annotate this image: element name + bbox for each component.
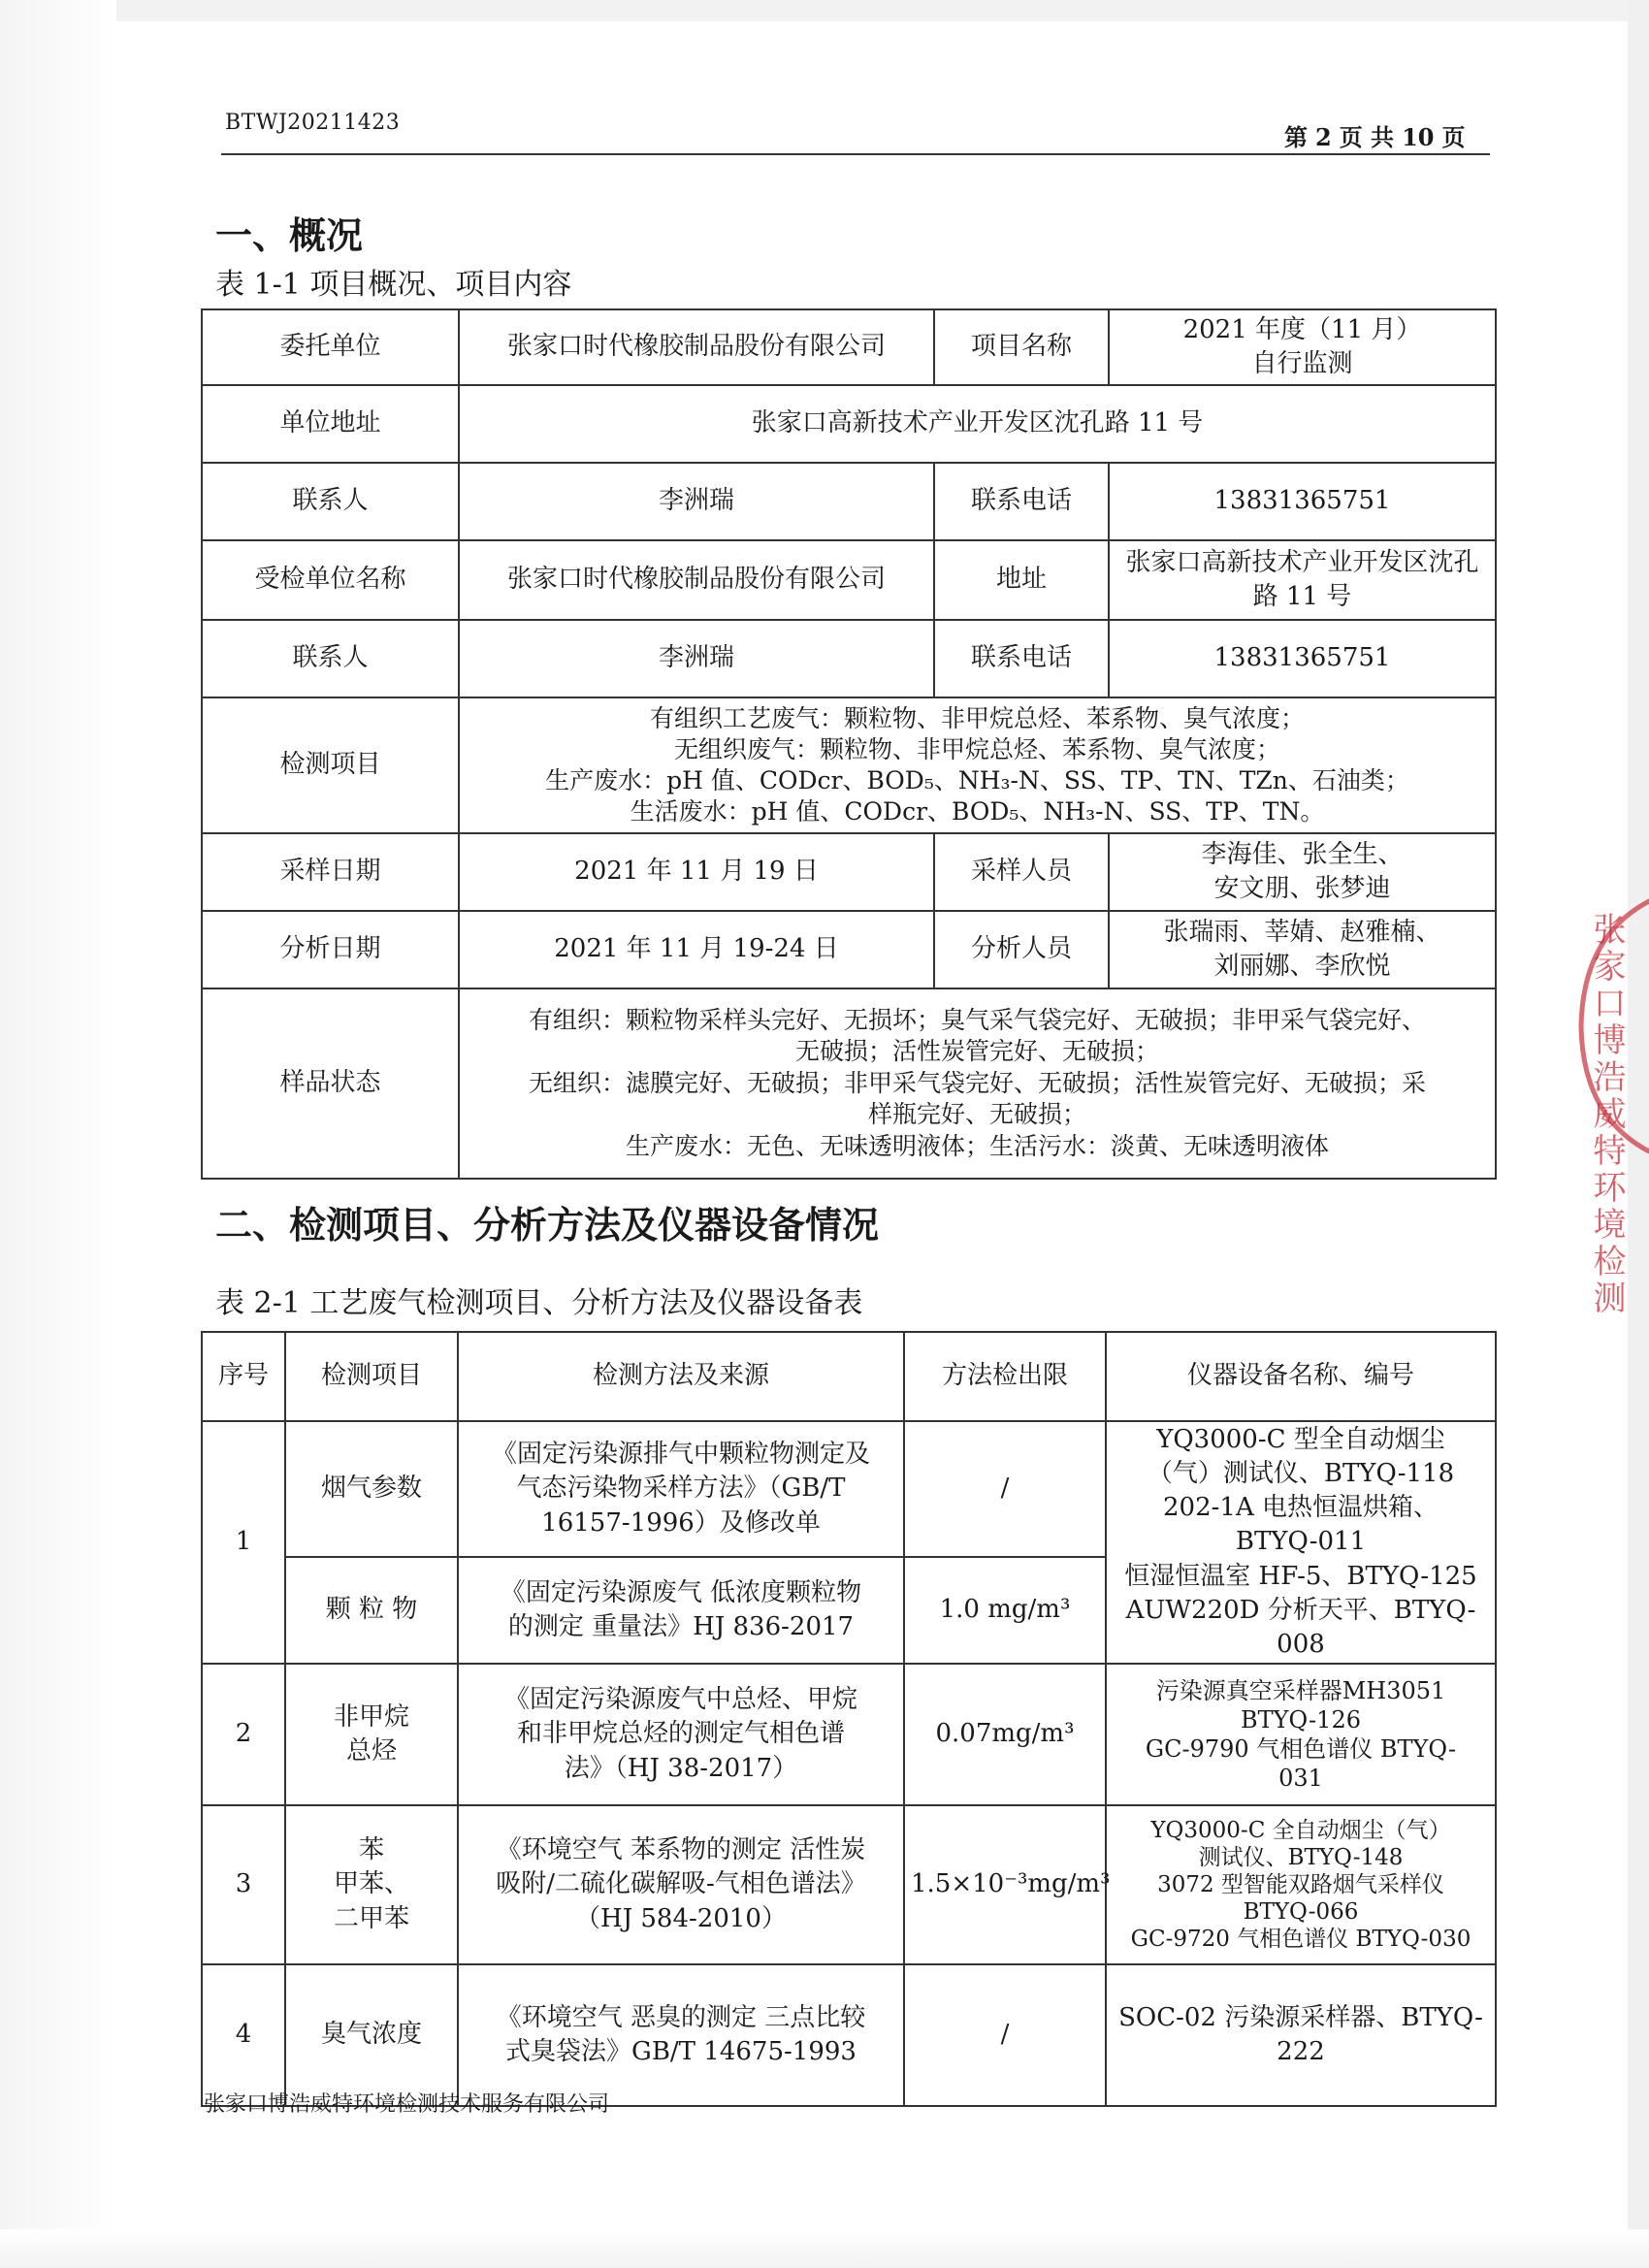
address-value: 张家口高新技术产业开发区沈孔路 11 号 [459, 385, 1496, 463]
sampling-date-value: 2021 年 11 月 19 日 [459, 833, 934, 911]
page-mid: 页 共 [1339, 123, 1395, 151]
analysts-value: 张瑞雨、莘婧、赵雅楠、 刘丽娜、李欣悦 [1109, 911, 1496, 988]
row-2-item: 非甲烷 总烃 [285, 1664, 458, 1805]
row-3-limit: 1.5×10⁻³mg/m³ [904, 1805, 1106, 1964]
row-1-equipment: YQ3000-C 型全自动烟尘 （气）测试仪、BTYQ-118 202-1A 电热恒温烘箱、 BTYQ-011 恒湿恒温室 HF-5、BTYQ-125 AUW220D 分析天平、BTYQ-008 [1106, 1421, 1496, 1664]
row-2-equipment: 污染源真空采样器MH3051 BTYQ-126 GC-9790 气相色谱仪 BTYQ- 031 [1106, 1664, 1496, 1805]
row-2-limit: 0.07mg/m³ [904, 1664, 1106, 1805]
table-row [202, 1964, 1496, 2106]
report-code: BTWJ20211423 [225, 111, 401, 135]
inspected-unit-label: 受检单位名称 [202, 540, 459, 620]
table-row [202, 697, 1496, 833]
row-3-equipment: YQ3000-C 全自动烟尘（气） 测试仪、BTYQ-148 3072 型智能双路烟气采样仪 BTYQ-066 GC-9720 气相色谱仪 BTYQ-030 [1106, 1805, 1496, 1964]
table-row [202, 540, 1496, 620]
row-1a-method: 《固定污染源排气中颗粒物测定及 气态污染物采样方法》（GB/T 16157-1996）及修改单 [458, 1421, 904, 1557]
inspected-address-value: 张家口高新技术产业开发区沈孔 路 11 号 [1109, 540, 1496, 620]
inspected-unit-value: 张家口时代橡胶制品股份有限公司 [459, 540, 934, 620]
row-1a-limit: / [904, 1421, 1106, 1557]
table-header-row [202, 1332, 1496, 1421]
row-1-no: 1 [202, 1421, 285, 1664]
sample-state-label: 样品状态 [202, 988, 459, 1179]
header-no: 序号 [202, 1332, 285, 1421]
phone-value: 13831365751 [1109, 463, 1496, 540]
phone2-label: 联系电话 [934, 620, 1109, 697]
samplers-label: 采样人员 [934, 833, 1109, 911]
scan-edge-top [0, 0, 1649, 21]
test-items-value: 有组织工艺废气：颗粒物、非甲烷总烃、苯系物、臭气浓度； 无组织废气：颗粒物、非甲烷总烃、苯系物、臭气浓度； 生产废水：pH 值、CODcr、BOD₅、NH₃-N、SS、TP、TN、TZn、石油类； 生活废水：pH 值、CODcr、BOD₅、NH₃-N、SS、TP、TN。 [459, 697, 1496, 833]
analysis-date-label: 分析日期 [202, 911, 459, 988]
contact-label: 联系人 [202, 463, 459, 540]
inspected-address-label: 地址 [934, 540, 1109, 620]
table-row [202, 833, 1496, 911]
row-2-method: 《固定污染源废气中总烃、甲烷 和非甲烷总烃的测定气相色谱 法》（HJ 38-2017） [458, 1664, 904, 1805]
row-1b-limit: 1.0 mg/m³ [904, 1557, 1106, 1664]
client-label: 委托单位 [202, 309, 459, 385]
table-row [202, 385, 1496, 463]
project-overview-table [201, 308, 1497, 1180]
test-items-label: 检测项目 [202, 697, 459, 833]
table-row [202, 911, 1496, 988]
row-3-item: 苯 甲苯、 二甲苯 [285, 1805, 458, 1964]
table-row [202, 463, 1496, 540]
contact-value: 李洲瑞 [459, 463, 934, 540]
page-current: 2 [1315, 123, 1332, 151]
samplers-value: 李海佳、张全生、 安文朋、张梦迪 [1109, 833, 1496, 911]
header-equipment: 仪器设备名称、编号 [1106, 1332, 1496, 1421]
table-row [202, 1421, 1496, 1557]
footer-company: 张家口博浩威特环境检测技术服务有限公司 [204, 2092, 610, 2117]
row-4-no: 4 [202, 1964, 285, 2106]
row-4-item: 臭气浓度 [285, 1964, 458, 2106]
row-2-no: 2 [202, 1664, 285, 1805]
row-1a-item: 烟气参数 [285, 1421, 458, 1557]
row-4-method: 《环境空气 恶臭的测定 三点比较 式臭袋法》GB/T 14675-1993 [458, 1964, 904, 2106]
row-1b-method: 《固定污染源废气 低浓度颗粒物 的测定 重量法》HJ 836-2017 [458, 1557, 904, 1664]
sampling-date-label: 采样日期 [202, 833, 459, 911]
page-suffix: 页 [1441, 123, 1466, 151]
scan-edge-bottom [0, 2229, 1649, 2268]
header-method: 检测方法及来源 [458, 1332, 904, 1421]
table-row [202, 1664, 1496, 1805]
header-item: 检测项目 [285, 1332, 458, 1421]
page-indicator [1280, 118, 1469, 152]
seal-text: 张家口博浩威特环境检测 [1587, 912, 1626, 1317]
address-label: 单位地址 [202, 385, 459, 463]
contact2-label: 联系人 [202, 620, 459, 697]
client-value: 张家口时代橡胶制品股份有限公司 [459, 309, 934, 385]
project-name-value: 2021 年度（11 月） 自行监测 [1109, 309, 1496, 385]
section-1-title: 一、概况 [215, 214, 364, 257]
row-3-no: 3 [202, 1805, 285, 1964]
phone2-value: 13831365751 [1109, 620, 1496, 697]
row-1b-item: 颗 粒 物 [285, 1557, 458, 1664]
phone-label: 联系电话 [934, 463, 1109, 540]
scan-edge-left [0, 0, 116, 2268]
table-row [202, 988, 1496, 1179]
header-limit: 方法检出限 [904, 1332, 1106, 1421]
row-3-method: 《环境空气 苯系物的测定 活性炭 吸附/二硫化碳解吸-气相色谱法》 （HJ 584-2010） [458, 1805, 904, 1964]
table-2-1-caption: 表 2-1 工艺废气检测项目、分析方法及仪器设备表 [215, 1286, 863, 1320]
table-row [202, 1805, 1496, 1964]
header-rule [221, 153, 1490, 155]
analysts-label: 分析人员 [934, 911, 1109, 988]
section-2-title: 二、检测项目、分析方法及仪器设备情况 [215, 1204, 880, 1247]
table-row [202, 620, 1496, 697]
page-total: 10 [1402, 123, 1435, 151]
sample-state-value: 有组织：颗粒物采样头完好、无损坏；臭气采气袋完好、无破损；非甲采气袋完好、 无破损；活性炭管完好、无破损； 无组织：滤膜完好、无破损；非甲采气袋完好、无破损；活性炭管完好、无破损；采 样瓶完好、无破损； 生产废水：无色、无味透明液体；生活污水：淡黄、无味透明液体 [459, 988, 1496, 1179]
row-4-limit: / [904, 1964, 1106, 2106]
row-4-equipment: SOC-02 污染源采样器、BTYQ- 222 [1106, 1964, 1496, 2106]
contact2-value: 李洲瑞 [459, 620, 934, 697]
analysis-date-value: 2021 年 11 月 19-24 日 [459, 911, 934, 988]
page-prefix: 第 [1284, 123, 1308, 151]
project-name-label: 项目名称 [934, 309, 1109, 385]
exhaust-gas-method-table [201, 1331, 1497, 2107]
table-row [202, 309, 1496, 385]
table-1-1-caption: 表 1-1 项目概况、项目内容 [215, 268, 572, 302]
